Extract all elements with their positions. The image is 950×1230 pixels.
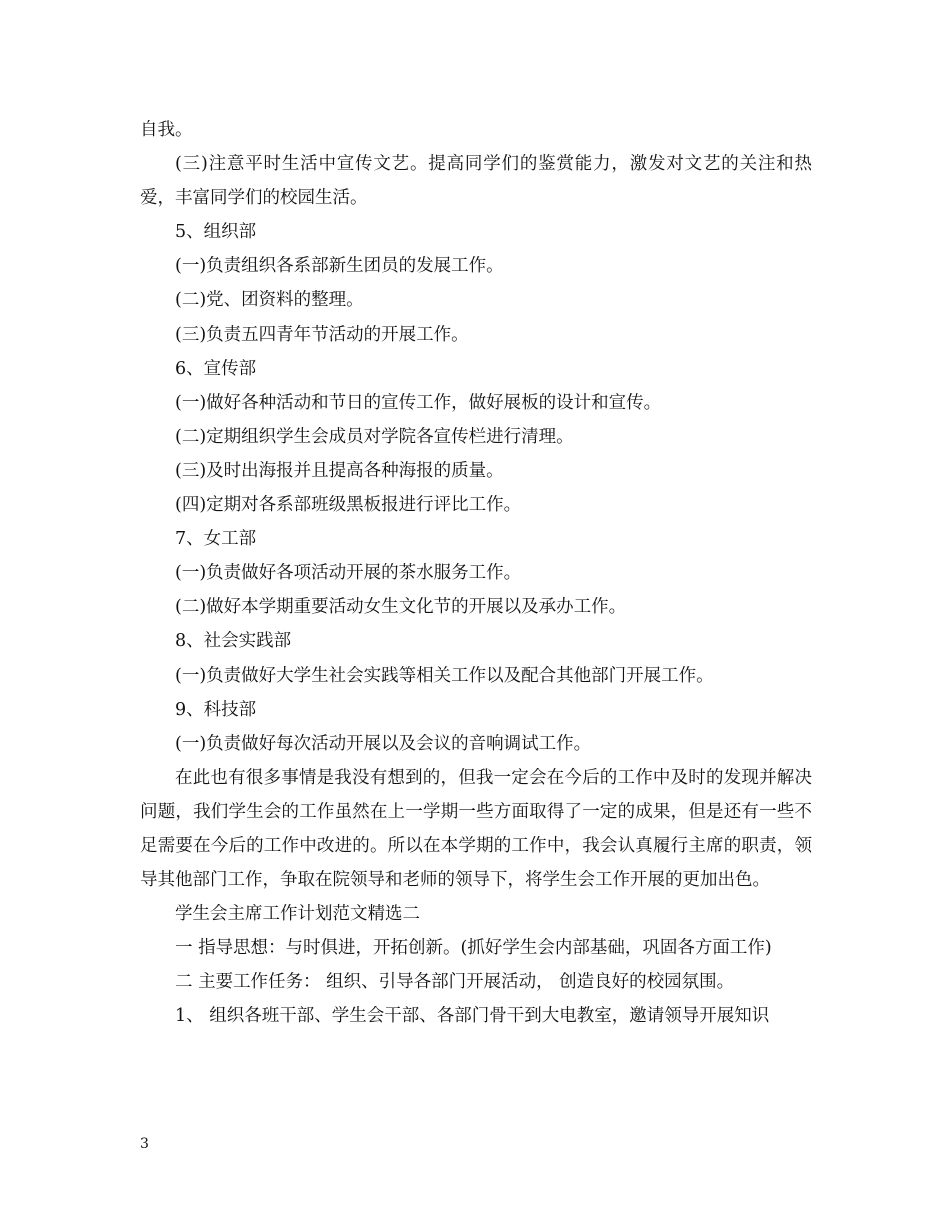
page-number: 3 bbox=[140, 1136, 149, 1152]
paragraph: 一 指导思想：与时俱进，开拓创新。(抓好学生会内部基础，巩固各方面工作) bbox=[175, 938, 772, 959]
paragraph: 自我。 bbox=[140, 120, 193, 140]
list-item: (一)做好各种活动和节日的宣传工作，做好展板的设计和宣传。 bbox=[175, 392, 662, 413]
section-heading: 6、宣传部 bbox=[175, 358, 257, 379]
list-item: (二)做好本学期重要活动女生文化节的开展以及承办工作。 bbox=[175, 597, 627, 618]
section-heading: 5、组织部 bbox=[175, 222, 257, 243]
section-heading: 9、科技部 bbox=[175, 699, 257, 720]
list-item: (一)负责做好每次活动开展以及会议的音响调试工作。 bbox=[175, 733, 592, 754]
list-item: (二)定期组织学生会成员对学院各宣传栏进行清理。 bbox=[175, 426, 574, 447]
list-item: (三)及时出海报并且提高各种海报的质量。 bbox=[175, 460, 504, 481]
list-item: (二)党、团资料的整理。 bbox=[175, 290, 364, 311]
list-item: (一)负责做好大学生社会实践等相关工作以及配合其他部门开展工作。 bbox=[175, 665, 714, 686]
list-item: (四)定期对各系部班级黑板报进行评比工作。 bbox=[175, 495, 522, 516]
section-heading: 7、女工部 bbox=[175, 529, 257, 550]
paragraph: (三)注意平时生活中宣传文艺。提高同学们的鉴赏能力，激发对文艺的关注和热爱，丰富同学们的校园生活。 bbox=[140, 154, 812, 209]
document-body bbox=[140, 113, 812, 1034]
section-heading: 8、社会实践部 bbox=[175, 631, 292, 652]
paragraph: 1、 组织各班干部、学生会干部、各部门骨干到大电教室，邀请领导开展知识 bbox=[175, 1006, 770, 1027]
paragraph: 在此也有很多事情是我没有想到的，但我一定会在今后的工作中及时的发现并解决问题，我们学生会的工作虽然在上一学期一些方面取得了一定的成果，但是还有一些不足需要在今后的工作中改进的。所以在本学期的工作中，我会认真履行主席的职责，领导其他部门工作，争取在院领导和老师的领导下，将学生会工作开展的更加出色。 bbox=[140, 767, 812, 891]
paragraph: 二 主要工作任务： 组织、引导各部门开展活动， 创造良好的校园氛围。 bbox=[175, 972, 735, 993]
list-item: (一)负责组织各系部新生团员的发展工作。 bbox=[175, 256, 504, 277]
document-title: 学生会主席工作计划范文精选二 bbox=[175, 904, 420, 925]
list-item: (三)负责五四青年节活动的开展工作。 bbox=[175, 324, 469, 345]
list-item: (一)负责做好各项活动开展的茶水服务工作。 bbox=[175, 563, 522, 584]
